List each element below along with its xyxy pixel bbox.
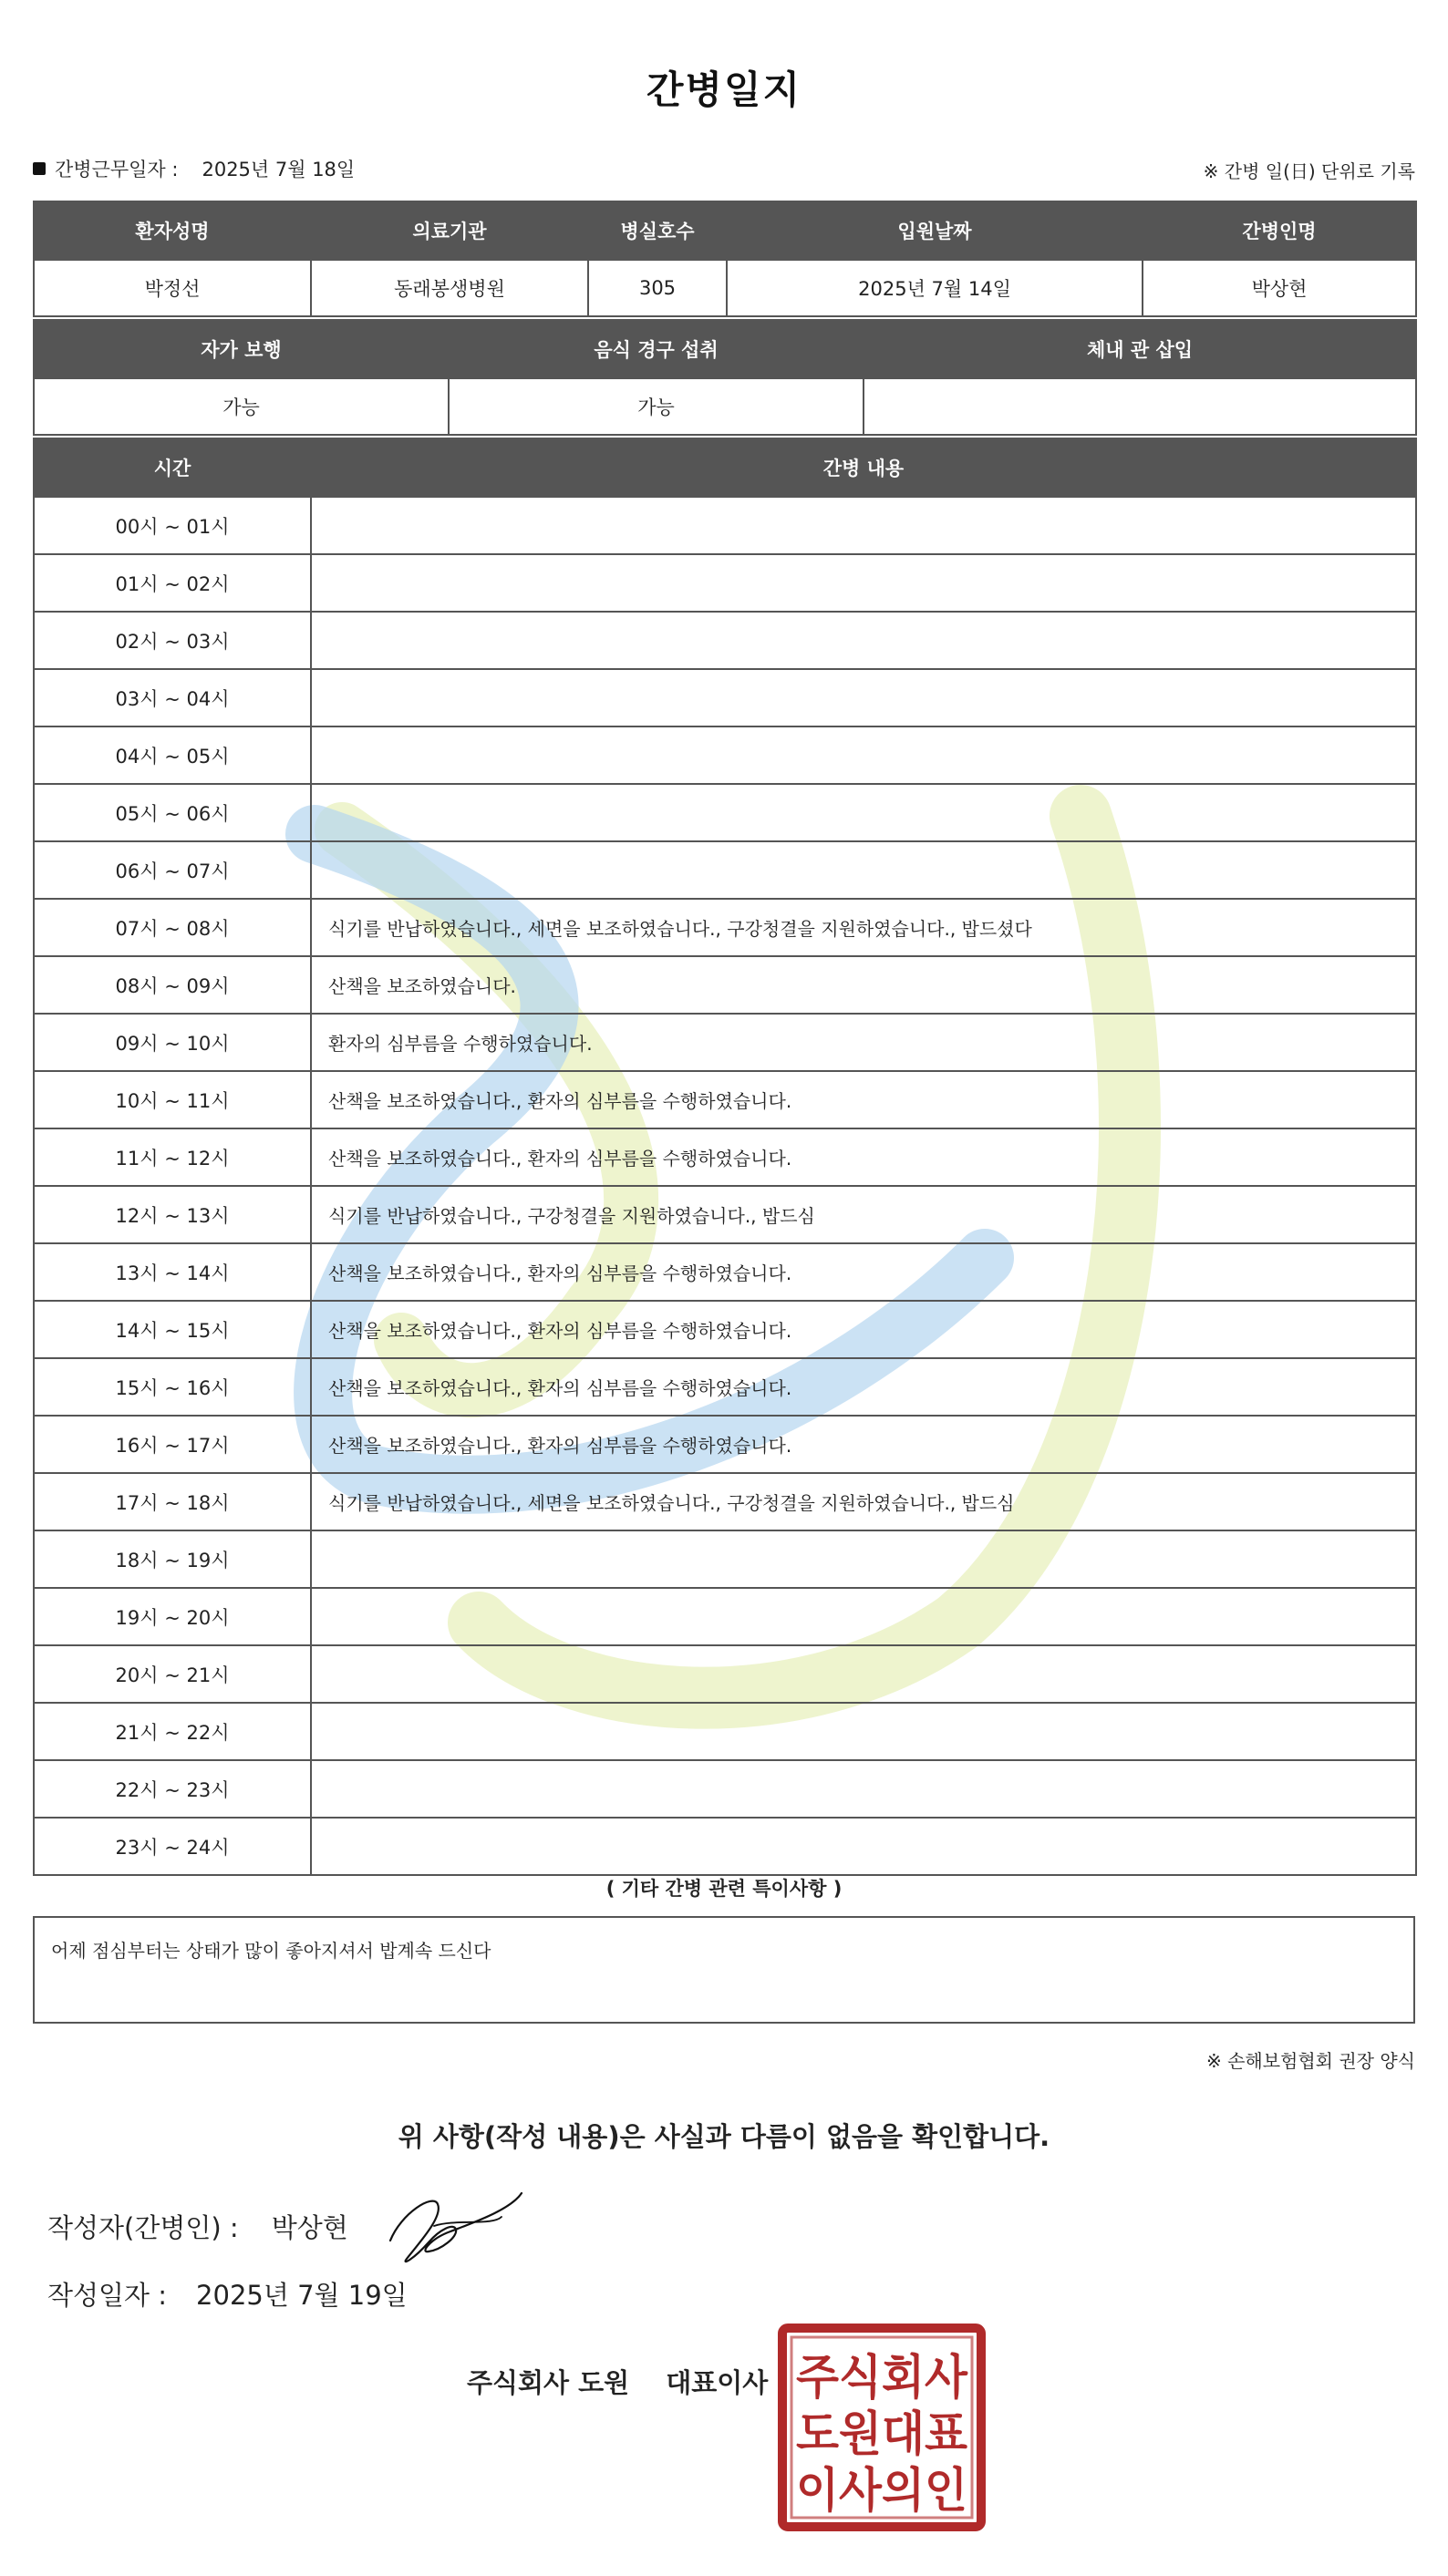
table-row (34, 1014, 1416, 1071)
square-bullet-icon (33, 162, 46, 175)
svg-text:이사의인: 이사의인 (796, 2464, 967, 2519)
time-cell: 16시 ~ 17시 (34, 1416, 311, 1473)
header-tube-insertion: 체내 관 삽입 (864, 320, 1416, 378)
time-cell: 19시 ~ 20시 (34, 1588, 311, 1645)
written-date-value: 2025년 7월 19일 (196, 2280, 408, 2311)
svg-text:도원대표: 도원대표 (796, 2407, 967, 2462)
care-content-cell (311, 1760, 1416, 1818)
header-care-content: 간병 내용 (311, 438, 1416, 497)
time-cell: 14시 ~ 15시 (34, 1301, 311, 1358)
care-content-cell (311, 1818, 1416, 1875)
time-cell: 08시 ~ 09시 (34, 956, 311, 1014)
table-row (34, 784, 1416, 841)
record-unit-note: ※ 간병 일(日) 단위로 기록 (1203, 160, 1415, 182)
header-walking: 자가 보행 (34, 320, 449, 378)
time-cell: 09시 ~ 10시 (34, 1014, 311, 1071)
care-content-cell (311, 497, 1416, 554)
table-row (34, 1243, 1416, 1301)
care-content-cell: 산책을 보조하였습니다. (311, 956, 1416, 1014)
care-content-cell: 식기를 반납하였습니다., 세면을 보조하였습니다., 구강청결을 지원하였습니다., 밥드셨다 (311, 899, 1416, 956)
care-content-cell: 산책을 보조하였습니다., 환자의 심부름을 수행하였습니다. (311, 1358, 1416, 1416)
time-cell: 20시 ~ 21시 (34, 1645, 311, 1703)
table-row (34, 1186, 1416, 1243)
walking-value: 가능 (34, 378, 449, 435)
table-row (34, 1473, 1416, 1530)
time-cell: 21시 ~ 22시 (34, 1703, 311, 1760)
company-seal-stamp (777, 2323, 987, 2532)
signature-icon (383, 2186, 547, 2268)
time-cell: 11시 ~ 12시 (34, 1128, 311, 1186)
time-cell: 03시 ~ 04시 (34, 669, 311, 726)
page-title: 간병일지 (646, 67, 802, 112)
table-row (34, 1358, 1416, 1416)
header-hospital: 의료기관 (311, 201, 588, 260)
care-content-cell: 식기를 반납하였습니다., 세면을 보조하였습니다., 구강청결을 지원하였습니다., 밥드심 (311, 1473, 1416, 1530)
care-content-cell (311, 1703, 1416, 1760)
writer-label: 작성자(간병인) : (47, 2212, 239, 2243)
time-cell: 10시 ~ 11시 (34, 1071, 311, 1128)
company-row (467, 2363, 768, 2400)
care-content-cell: 식기를 반납하였습니다., 구강청결을 지원하였습니다., 밥드심 (311, 1186, 1416, 1243)
care-content-cell (311, 726, 1416, 784)
table-row (34, 669, 1416, 726)
table-row (34, 1530, 1416, 1588)
time-cell: 01시 ~ 02시 (34, 554, 311, 612)
writer-name: 박상현 (271, 2212, 348, 2243)
header-time: 시간 (34, 438, 311, 497)
care-content-cell (311, 554, 1416, 612)
header-oral-intake: 음식 경구 섭취 (449, 320, 864, 378)
header-patient-name: 환자성명 (34, 201, 311, 260)
time-cell: 00시 ~ 01시 (34, 497, 311, 554)
confirmation-statement: 위 사항(작성 내용)은 사실과 다름이 없음을 확인합니다. (398, 2121, 1050, 2152)
time-cell: 23시 ~ 24시 (34, 1818, 311, 1875)
company-name: 주식회사 도원 (467, 2367, 630, 2398)
table-row (34, 497, 1416, 554)
room-number: 305 (588, 260, 727, 316)
care-content-cell (311, 1588, 1416, 1645)
care-content-cell (311, 841, 1416, 899)
work-date-value: 2025년 7월 18일 (202, 159, 356, 180)
writer-row (47, 2208, 348, 2245)
table-row (34, 899, 1416, 956)
written-date-label: 작성일자 : (47, 2280, 168, 2311)
time-cell: 12시 ~ 13시 (34, 1186, 311, 1243)
table-row (34, 1760, 1416, 1818)
care-content-cell (311, 784, 1416, 841)
patient-ability-table (33, 319, 1417, 436)
care-content-cell (311, 1530, 1416, 1588)
table-row (34, 1128, 1416, 1186)
admission-date: 2025년 7월 14일 (727, 260, 1143, 316)
hospital-name: 동래봉생병원 (311, 260, 588, 316)
table-row (34, 1645, 1416, 1703)
written-date-row (47, 2275, 408, 2313)
table-row (34, 726, 1416, 784)
table-row (34, 1703, 1416, 1760)
time-cell: 07시 ~ 08시 (34, 899, 311, 956)
time-cell: 13시 ~ 14시 (34, 1243, 311, 1301)
header-admission-date: 입원날짜 (727, 201, 1143, 260)
header-caregiver-name: 간병인명 (1143, 201, 1416, 260)
oral-intake-value: 가능 (449, 378, 864, 435)
time-cell: 06시 ~ 07시 (34, 841, 311, 899)
company-ceo-title: 대표이사 (666, 2367, 769, 2398)
work-date-label: 간병근무일자 : (55, 159, 179, 180)
recommend-note: ※ 손해보험협회 권장 양식 (1205, 2050, 1415, 2072)
table-row (34, 1071, 1416, 1128)
care-log-table (33, 438, 1417, 1876)
time-cell: 17시 ~ 18시 (34, 1473, 311, 1530)
svg-text:주식회사: 주식회사 (796, 2351, 968, 2406)
care-content-cell: 환자의 심부름을 수행하였습니다. (311, 1014, 1416, 1071)
remarks-box: 어제 점심부터는 상태가 많이 좋아지셔서 밥계속 드신다 (33, 1916, 1415, 2024)
care-content-cell (311, 669, 1416, 726)
table-row (34, 612, 1416, 669)
care-content-cell (311, 1645, 1416, 1703)
header-room: 병실호수 (588, 201, 727, 260)
patient-name: 박정선 (34, 260, 311, 316)
care-content-cell (311, 612, 1416, 669)
table-row (34, 841, 1416, 899)
care-content-cell: 산책을 보조하였습니다., 환자의 심부름을 수행하였습니다. (311, 1416, 1416, 1473)
time-cell: 18시 ~ 19시 (34, 1530, 311, 1588)
time-cell: 05시 ~ 06시 (34, 784, 311, 841)
care-content-cell: 산책을 보조하였습니다., 환자의 심부름을 수행하였습니다. (311, 1301, 1416, 1358)
table-row (34, 1818, 1416, 1875)
remarks-title: ( 기타 간병 관련 특이사항 ) (605, 1878, 843, 1900)
care-content-cell: 산책을 보조하였습니다., 환자의 심부름을 수행하였습니다. (311, 1243, 1416, 1301)
time-cell: 22시 ~ 23시 (34, 1760, 311, 1818)
table-row (34, 1416, 1416, 1473)
time-cell: 04시 ~ 05시 (34, 726, 311, 784)
table-row (34, 1588, 1416, 1645)
time-cell: 02시 ~ 03시 (34, 612, 311, 669)
patient-info-table (33, 201, 1417, 317)
tube-insertion-value (864, 378, 1416, 435)
table-row (34, 554, 1416, 612)
care-content-cell: 산책을 보조하였습니다., 환자의 심부름을 수행하였습니다. (311, 1071, 1416, 1128)
caregiver-name: 박상현 (1143, 260, 1416, 316)
table-row (34, 1301, 1416, 1358)
table-row (34, 956, 1416, 1014)
care-content-cell: 산책을 보조하였습니다., 환자의 심부름을 수행하였습니다. (311, 1128, 1416, 1186)
work-date-row (33, 155, 1415, 186)
time-cell: 15시 ~ 16시 (34, 1358, 311, 1416)
